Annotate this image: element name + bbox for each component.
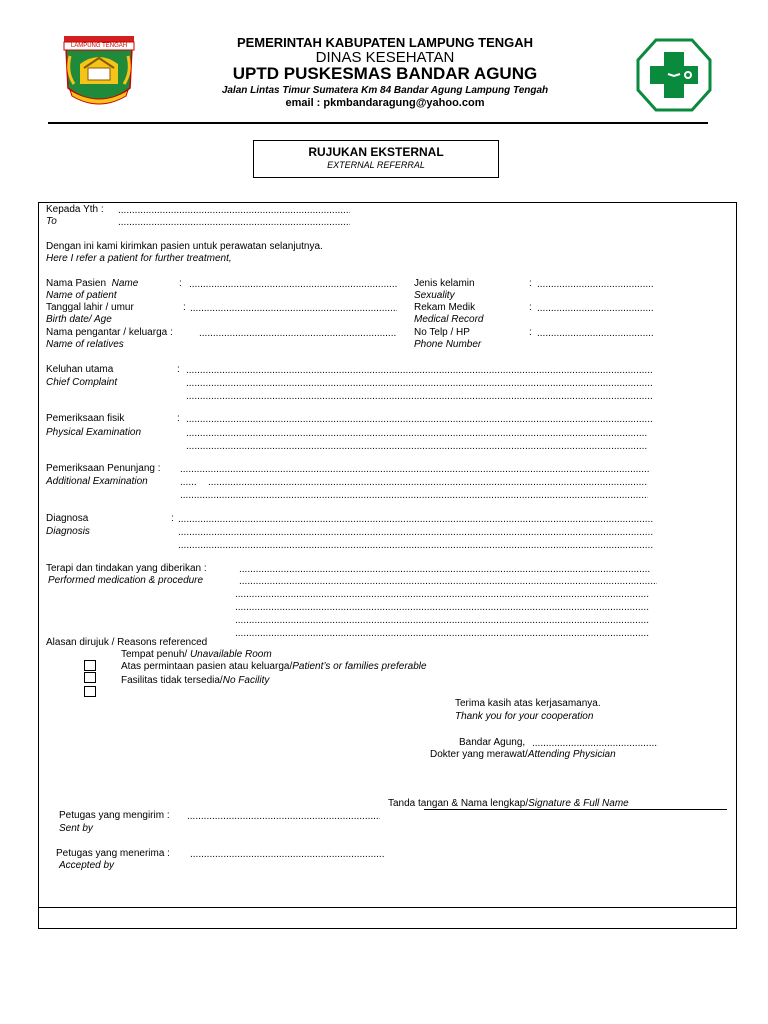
diagnosis-colon: :: [171, 513, 174, 524]
sent-by-label: Petugas yang mengirim :: [59, 810, 170, 821]
relative-name-label: Nama pengantar / keluarga :: [46, 327, 173, 338]
therapy-field-line-1[interactable]: [239, 564, 651, 576]
sex-colon: :: [529, 278, 532, 289]
medical-record-label: Rekam Medik: [414, 302, 476, 313]
diagnosis-field-line-3[interactable]: [178, 540, 654, 552]
support-exam-field-line-1[interactable]: [180, 464, 650, 476]
signature-label-en: Signature & Full Name: [528, 798, 629, 809]
diagnosis-field-line-1[interactable]: [178, 514, 654, 526]
signature-label: Tanda tangan & Nama lengkap/Signature & Full Name: [388, 798, 629, 809]
diagnosis-label-en: Diagnosis: [46, 526, 90, 537]
header-line-2: DINAS KESEHATAN: [315, 49, 455, 66]
accepted-by-label: Petugas yang menerima :: [56, 848, 170, 859]
therapy-field-line-3[interactable]: [235, 589, 649, 601]
to-label-en: To: [46, 216, 57, 227]
support-exam-prefix: ......: [180, 477, 197, 488]
birth-date-label-en: Birth date/ Age: [46, 314, 112, 325]
sex-field[interactable]: [537, 279, 654, 291]
patient-name-label: Nama Pasien Name: [46, 278, 139, 289]
place-date-label: Bandar Agung,: [459, 737, 526, 748]
physical-exam-label: Pemeriksaan fisik: [46, 413, 125, 424]
reason-checkbox-unavailable-room[interactable]: [84, 660, 96, 671]
reason-unavailable-room-en: Unavailable Room: [189, 649, 272, 660]
relative-name-field[interactable]: [199, 328, 397, 340]
header-line-1: PEMERINTAH KABUPATEN LAMPUNG TENGAH: [236, 35, 534, 50]
therapy-label: Terapi dan tindakan yang diberikan :: [46, 563, 207, 574]
patient-name-label-inline-en: Name: [111, 278, 139, 289]
medical-record-colon: :: [529, 302, 532, 313]
therapy-field-line-6[interactable]: [235, 628, 649, 640]
physical-exam-field-line-1[interactable]: [186, 414, 652, 426]
reason-patient-request-en: Patient’s or families preferable: [292, 661, 427, 672]
attending-doctor-label-en: Attending Physician: [527, 749, 616, 760]
header-email: email : pkmbandaragung@yahoo.com: [285, 97, 485, 109]
accepted-by-field[interactable]: [190, 849, 384, 861]
birth-date-label: Tanggal lahir / umur: [46, 302, 134, 313]
thanks-text-en: Thank you for your cooperation: [455, 711, 594, 722]
reason-patient-request: Atas permintaan pasien atau keluarga/Patient’s or families preferable: [121, 661, 427, 672]
reason-checkbox-no-facility[interactable]: [84, 686, 96, 697]
health-cross-icon: [636, 38, 712, 112]
to-field-line-2[interactable]: [118, 217, 350, 229]
sent-by-field[interactable]: [187, 811, 380, 823]
physical-exam-label-en: Physical Examination: [46, 427, 142, 438]
birth-date-colon: :: [183, 302, 186, 313]
complaint-field-line-1[interactable]: [186, 365, 652, 377]
intro-text-en: Here I refer a patient for further treatment,: [46, 253, 232, 264]
phone-label: No Telp / HP: [414, 327, 470, 338]
sex-label-en: Sexuality: [414, 290, 455, 301]
crest-banner-text: LAMPUNG TENGAH: [70, 43, 128, 49]
header-rule: [48, 122, 708, 124]
reason-unavailable-room: Tempat penuh/ Unavailable Room: [121, 649, 272, 660]
complaint-field-line-2[interactable]: [186, 378, 652, 390]
intro-text: Dengan ini kami kirimkan pasien untuk perawatan selanjutnya.: [46, 241, 323, 252]
reason-no-facility: Fasilitas tidak tersedia/No Facility: [121, 675, 270, 686]
title-main: RUJUKAN EKSTERNAL: [308, 145, 444, 159]
form-bottom-rule: [38, 907, 737, 908]
regency-crest-icon: [60, 36, 138, 110]
support-exam-label-en: Additional Examination: [46, 476, 148, 487]
to-field-line-1[interactable]: [118, 205, 350, 217]
attending-doctor-label: Dokter yang merawat/Attending Physician: [430, 749, 616, 760]
therapy-field-line-5[interactable]: [235, 615, 649, 627]
header-line-3: UPTD PUSKESMAS BANDAR AGUNG: [232, 64, 538, 83]
title-box: [253, 140, 499, 178]
relative-name-label-en: Name of relatives: [46, 339, 124, 350]
sex-label: Jenis kelamin: [414, 278, 475, 289]
support-exam-field-line-3[interactable]: [180, 490, 648, 502]
phone-field[interactable]: [537, 328, 654, 340]
patient-name-field[interactable]: [189, 279, 397, 291]
complaint-label-en: Chief Complaint: [46, 377, 118, 388]
therapy-field-line-4[interactable]: [235, 602, 649, 614]
birth-date-field[interactable]: [190, 303, 397, 315]
physical-exam-field-line-3[interactable]: [186, 441, 648, 453]
sent-by-label-en: Sent by: [59, 823, 93, 834]
medical-record-label-en: Medical Record: [414, 314, 484, 325]
complaint-field-line-3[interactable]: [186, 391, 652, 403]
reasons-label: Alasan dirujuk / Reasons referenced: [46, 637, 208, 648]
therapy-field-line-2[interactable]: [239, 576, 657, 588]
header-address: Jalan Lintas Timur Sumatera Km 84 Bandar Agung Lampung Tengah: [221, 85, 549, 96]
support-exam-field-line-2[interactable]: [208, 477, 648, 489]
diagnosis-field-line-2[interactable]: [178, 527, 654, 539]
title-sub: EXTERNAL REFERRAL: [327, 160, 425, 170]
therapy-label-en: Performed medication & procedure: [48, 575, 204, 586]
complaint-label: Keluhan utama: [46, 364, 114, 375]
medical-record-field[interactable]: [537, 303, 654, 315]
physical-exam-field-line-2[interactable]: [186, 428, 648, 440]
complaint-colon: :: [177, 364, 180, 375]
reason-checkbox-patient-request[interactable]: [84, 672, 96, 683]
accepted-by-label-en: Accepted by: [59, 860, 115, 871]
physical-exam-colon: :: [177, 413, 180, 424]
thanks-text: Terima kasih atas kerjasamanya.: [455, 698, 601, 709]
phone-label-en: Phone Number: [414, 339, 482, 350]
diagnosis-label: Diagnosa: [46, 513, 89, 524]
phone-colon: :: [529, 327, 532, 338]
to-label: Kepada Yth :: [46, 204, 104, 215]
signature-line[interactable]: [424, 809, 727, 810]
patient-name-label-en: Name of patient: [46, 290, 117, 301]
patient-name-colon: :: [179, 278, 182, 289]
support-exam-label: Pemeriksaan Penunjang :: [46, 463, 161, 474]
reason-no-facility-en: No Facility: [222, 675, 270, 686]
